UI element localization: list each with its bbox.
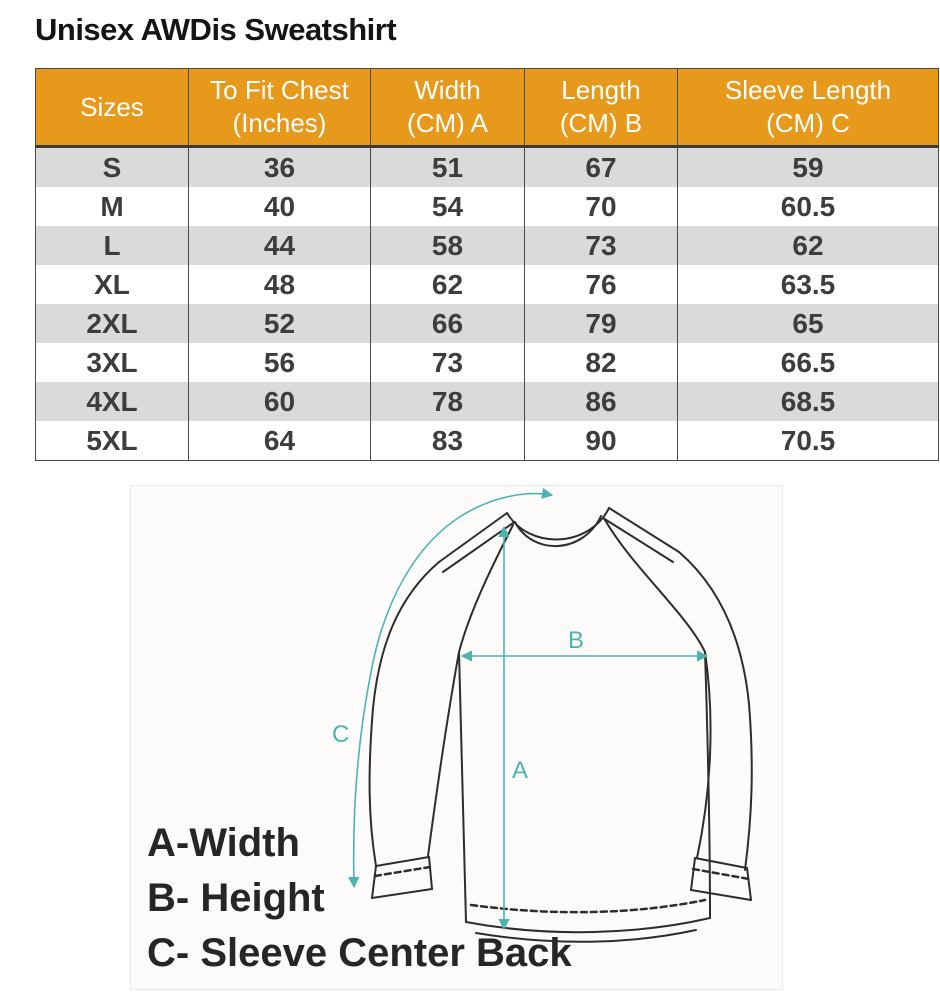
value-cell: 79 [525, 304, 678, 343]
table-row [36, 265, 939, 304]
value-cell: 67 [525, 147, 678, 188]
column-header-width: Width (CM) A [371, 69, 525, 147]
value-cell: 86 [525, 382, 678, 421]
size-cell: M [36, 187, 189, 226]
legend-line-a: A-Width [147, 821, 300, 865]
value-cell: 56 [189, 343, 371, 382]
table-row [36, 304, 939, 343]
size-cell: 3XL [36, 343, 189, 382]
legend-line-c: C- Sleeve Center Back [147, 931, 572, 975]
size-cell: S [36, 147, 189, 188]
value-cell: 66.5 [678, 343, 939, 382]
value-cell: 78 [371, 382, 525, 421]
table-row [36, 421, 939, 461]
value-cell: 48 [189, 265, 371, 304]
value-cell: 83 [371, 421, 525, 461]
marker-a-label: A [512, 757, 529, 784]
column-header-length: Length (CM) B [525, 69, 678, 147]
table-header-row [36, 69, 939, 147]
value-cell: 52 [189, 304, 371, 343]
table-row [36, 226, 939, 265]
size-cell: 5XL [36, 421, 189, 461]
value-cell: 59 [678, 147, 939, 188]
marker-b-label: B [568, 627, 585, 654]
value-cell: 64 [189, 421, 371, 461]
legend-line-b: B- Height [147, 876, 325, 920]
value-cell: 82 [525, 343, 678, 382]
value-cell: 76 [525, 265, 678, 304]
table-row [36, 187, 939, 226]
value-cell: 63.5 [678, 265, 939, 304]
value-cell: 68.5 [678, 382, 939, 421]
value-cell: 65 [678, 304, 939, 343]
value-cell: 73 [525, 226, 678, 265]
size-cell: XL [36, 265, 189, 304]
table-row [36, 147, 939, 188]
column-header-sizes: Sizes [36, 69, 189, 147]
column-header-sleeve-length: Sleeve Length (CM) C [678, 69, 939, 147]
value-cell: 40 [189, 187, 371, 226]
value-cell: 70 [525, 187, 678, 226]
value-cell: 66 [371, 304, 525, 343]
value-cell: 60.5 [678, 187, 939, 226]
value-cell: 90 [525, 421, 678, 461]
measurement-legend [147, 816, 572, 981]
size-chart-table [35, 68, 939, 461]
size-cell: L [36, 226, 189, 265]
value-cell: 62 [371, 265, 525, 304]
value-cell: 62 [678, 226, 939, 265]
value-cell: 36 [189, 147, 371, 188]
value-cell: 58 [371, 226, 525, 265]
measurement-diagram [130, 485, 783, 990]
page-title: Unisex AWDis Sweatshirt [35, 12, 397, 47]
marker-c-label: C [332, 721, 350, 748]
value-cell: 51 [371, 147, 525, 188]
column-header-chest: To Fit Chest (Inches) [189, 69, 371, 147]
value-cell: 44 [189, 226, 371, 265]
table-row [36, 343, 939, 382]
size-cell: 4XL [36, 382, 189, 421]
size-cell: 2XL [36, 304, 189, 343]
value-cell: 73 [371, 343, 525, 382]
value-cell: 60 [189, 382, 371, 421]
value-cell: 54 [371, 187, 525, 226]
table-row [36, 382, 939, 421]
value-cell: 70.5 [678, 421, 939, 461]
